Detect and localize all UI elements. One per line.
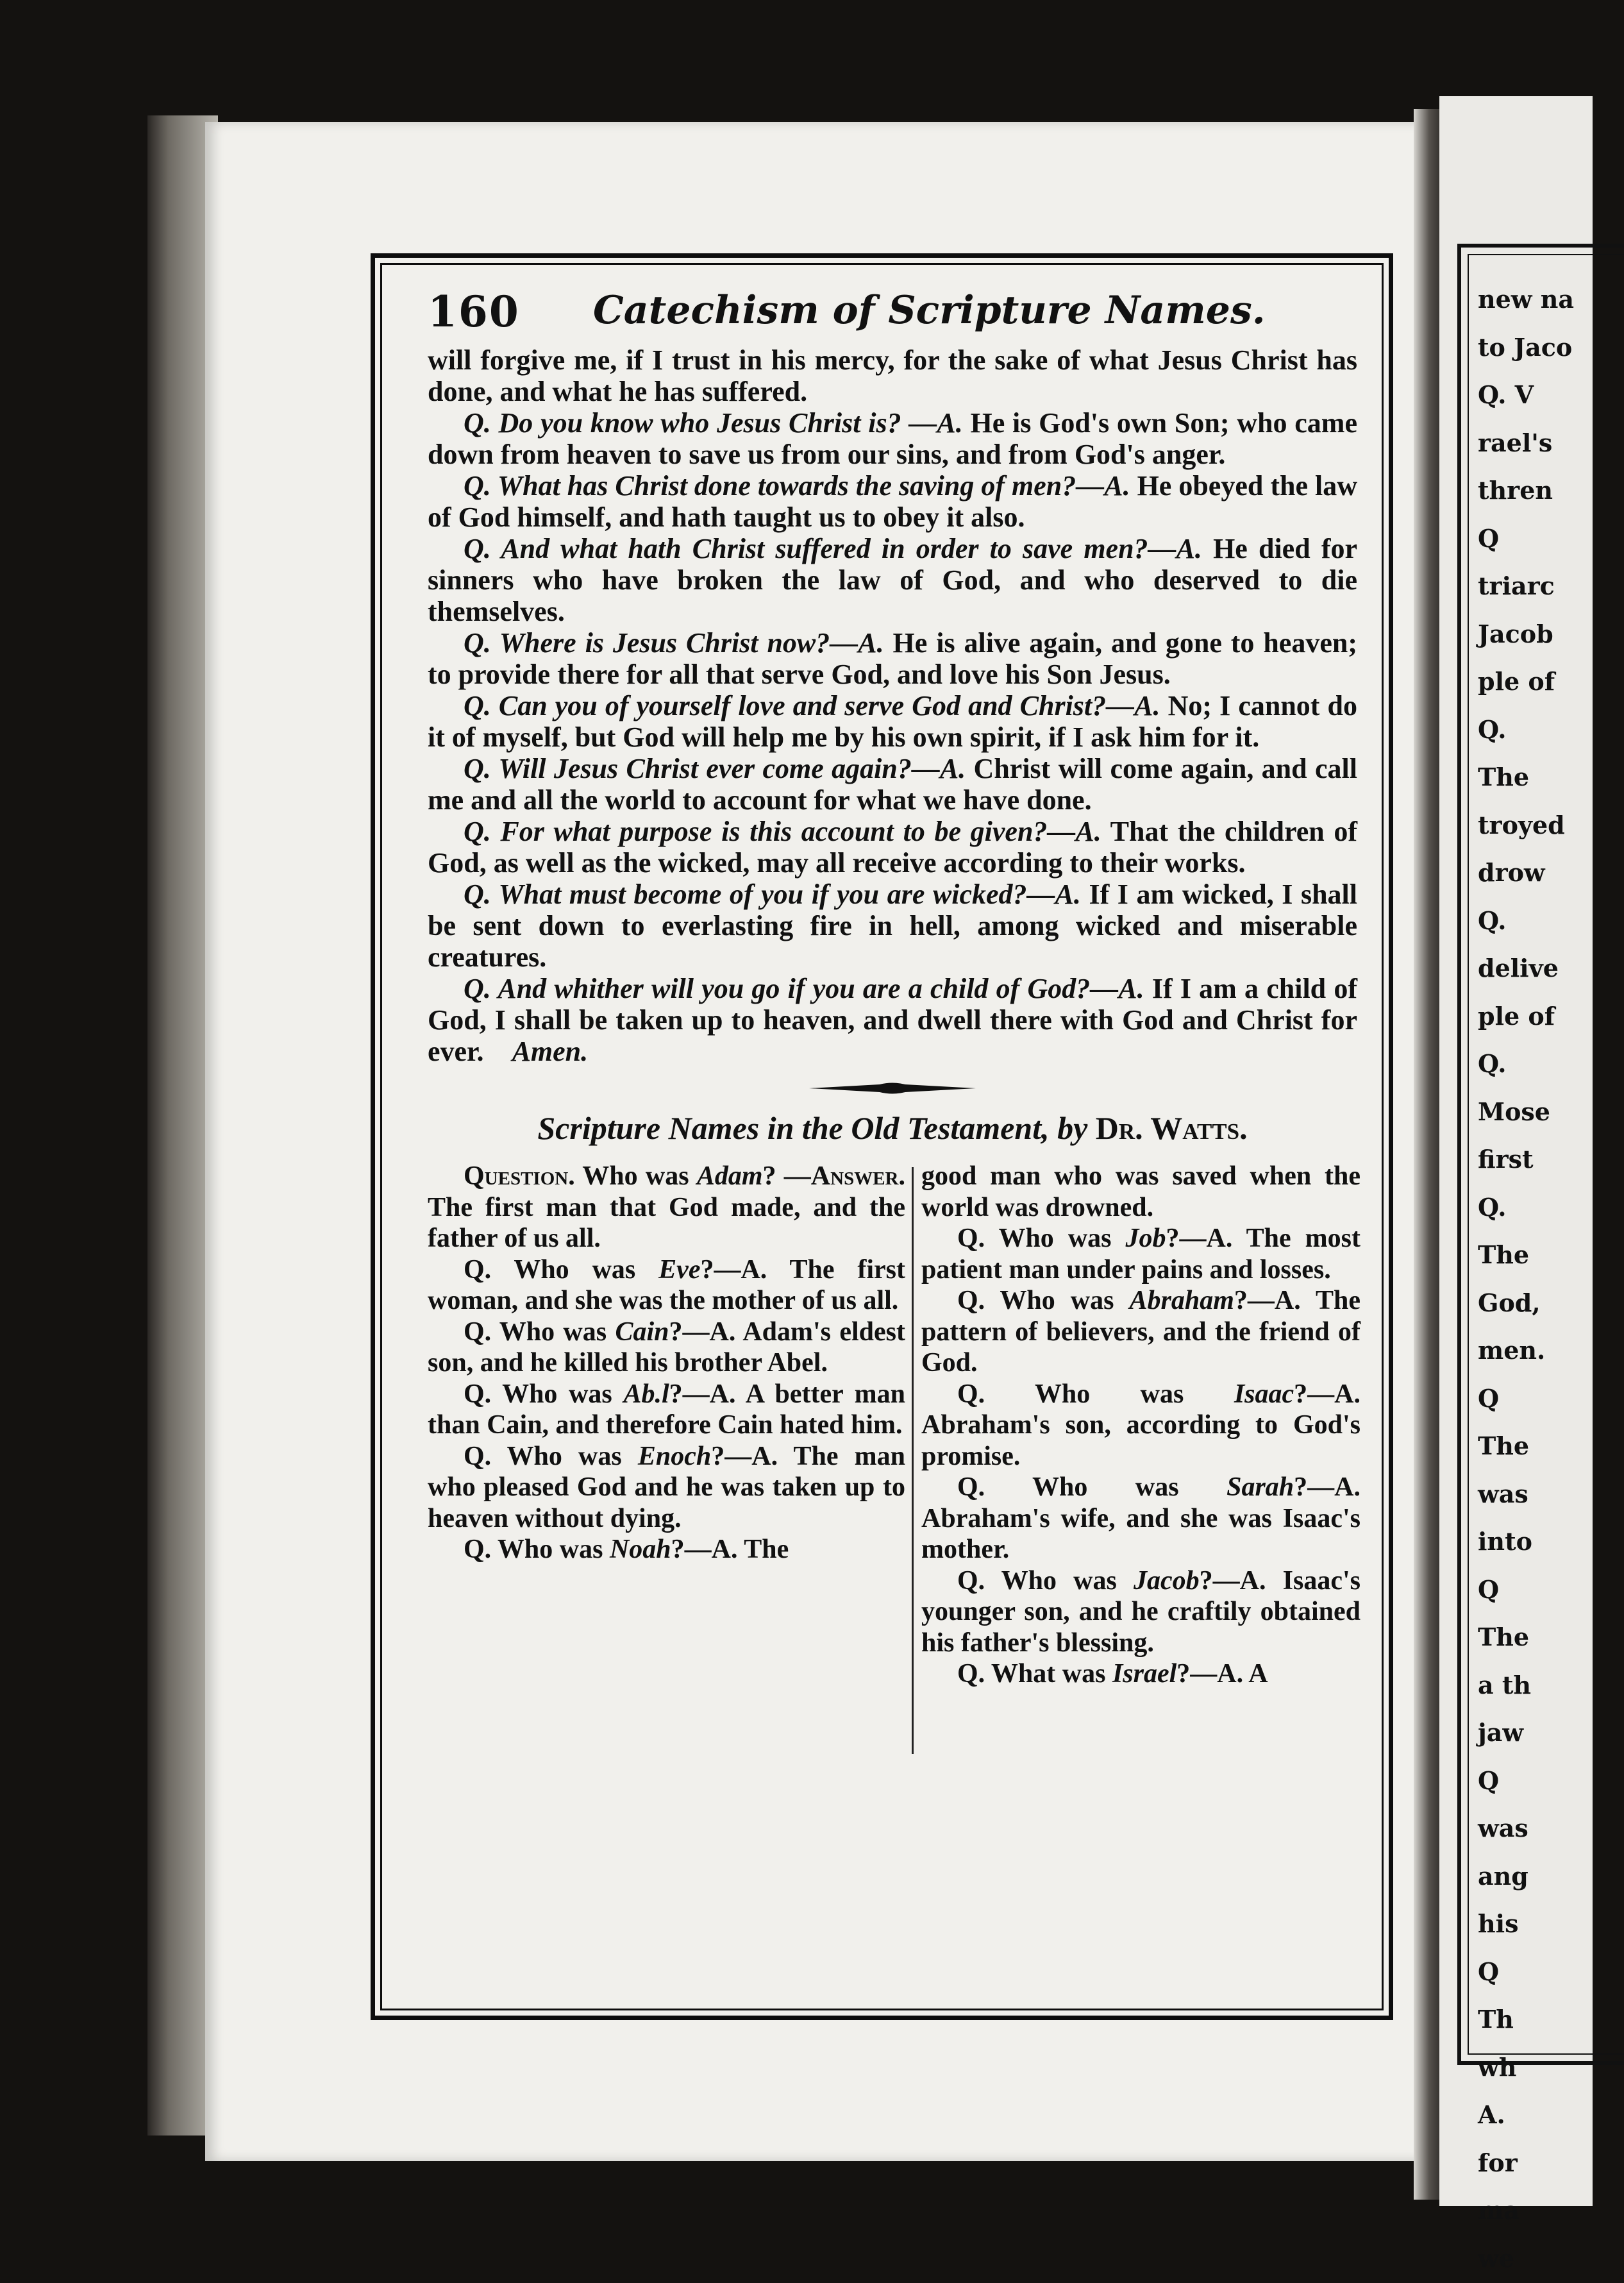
facing-page-line: was — [1478, 1814, 1528, 1842]
list-item: Q. Who was Enoch?—A. The man who pleased God and he was taken up to heaven without dying. — [428, 1441, 905, 1533]
facing-page-line: Q. — [1478, 906, 1507, 935]
facing-page-line: wh — [1478, 2052, 1517, 2082]
facing-page-line: Q. — [1478, 714, 1507, 744]
facing-page-line: drow — [1478, 858, 1545, 887]
facing-page-line: The — [1478, 1240, 1530, 1269]
facing-page-line: Q — [1478, 523, 1500, 553]
catechism-item: Q. Will Jesus Christ ever come again?—A. Christ will come again, and call me and all the world to account for what we have done. — [428, 753, 1357, 816]
list-item: Q. Who was Job?—A. The most patient man under pains and losses. — [921, 1224, 1360, 1285]
facing-page-line: troyed — [1478, 810, 1565, 839]
left-column — [428, 1161, 905, 1565]
catechism-item: Q. Where is Jesus Christ now?—A. He is alive again, and gone to heaven; to provide there for all that serve God, and love his Son Jesus. — [428, 627, 1357, 690]
facing-page-line: Jacob — [1478, 619, 1553, 648]
facing-page-line: was — [1478, 1479, 1528, 1508]
list-item: Q. Who was Cain?—A. Adam's eldest son, and he killed his brother Abel. — [428, 1317, 905, 1377]
facing-page-line: his — [1478, 1909, 1519, 1938]
facing-page-line: thren — [1478, 476, 1553, 505]
facing-page — [1439, 96, 1593, 2273]
catechism-item: Q. What has Christ done towards the saving of men?—A. He obeyed the law of God himself, and hath taught us to obey it also. — [428, 470, 1358, 533]
facing-page-line: ang — [1478, 1861, 1528, 1891]
list-item-continuation: good man who was saved when the world was drowned. — [921, 1161, 1360, 1222]
facing-page-line: ma — [1478, 2196, 1519, 2225]
facing-page-line: The — [1478, 1431, 1530, 1460]
page-content — [428, 287, 1360, 1751]
facing-page-line: we — [1478, 2243, 1514, 2273]
list-item: Q. Who was Isaac?—A. Abraham's son, according to God's promise. — [921, 1379, 1360, 1471]
two-column-text — [428, 1161, 1360, 1751]
column-rule — [912, 1167, 914, 1754]
catechism-continuation: will forgive me, if I trust in his mercy, for the sake of what Jesus Christ has done, and what he has suffered. — [428, 344, 1357, 407]
catechism-text — [428, 344, 1357, 1067]
facing-page-text — [1478, 276, 1606, 2282]
facing-page-line: ple of — [1478, 667, 1555, 696]
running-title: Catechism of Scripture Names. — [593, 288, 1266, 333]
facing-page-line: Q — [1478, 1957, 1500, 1986]
section-heading: Scripture Names in the Old Testament, by Dr. Watts. — [537, 1110, 1248, 1146]
section-author: Dr. Watts. — [1095, 1110, 1248, 1146]
list-item: Question. Who was Adam? —Answer. The first man that God made, and the father of us all. — [428, 1161, 905, 1253]
list-item: Q. Who was Sarah?—A. Abraham's wife, and she was Isaac's mother. — [921, 1472, 1360, 1564]
facing-page-line: new na — [1478, 285, 1574, 314]
ornamental-divider — [809, 1079, 976, 1098]
facing-page-line: The — [1478, 762, 1530, 791]
catechism-item: Q. What must become of you if you are wicked?—A. If I am wicked, I shall be sent down to everlasting fire in hell, among wicked and miserable creatures. — [428, 879, 1357, 973]
facing-page-line: men. — [1478, 1336, 1546, 1365]
facing-page-line: first — [1478, 1145, 1534, 1174]
right-column — [921, 1161, 1360, 1690]
catechism-item: Q. And what hath Christ suffered in order to save men?—A. He died for sinners who have broken the law of God, and who deserved to die themselves. — [428, 533, 1357, 627]
list-item: Q. Who was Noah?—A. The — [464, 1535, 789, 1564]
page-header — [428, 287, 1357, 344]
catechism-item: Q. Can you of yourself love and serve God and Christ?—A. No; I cannot do it of myself, but God will help me by his own spirit, if I ask him for it. — [428, 690, 1358, 753]
list-item: Q. Who was Abraham?—A. The pattern of believers, and the friend of God. — [921, 1286, 1360, 1377]
facing-page-line: God, — [1478, 1288, 1541, 1317]
list-item: Q. Who was Jacob?—A. Isaac's younger son, and he craftily obtained his father's blessing. — [921, 1565, 1360, 1658]
catechism-item: Q. For what purpose is this account to be given?—A. That the children of God, as well as the wicked, may all receive according to their works. — [428, 816, 1357, 879]
list-item: Q. Who was Ab.l?—A. A better man than Cain, and therefore Cain hated him. — [428, 1379, 905, 1440]
facing-page-line: Q — [1478, 1574, 1500, 1604]
facing-page-line: Q — [1478, 1383, 1500, 1413]
facing-page-line: Mose — [1478, 1097, 1550, 1126]
facing-page-line: for — [1478, 2148, 1518, 2177]
facing-page-line: The — [1478, 1622, 1530, 1651]
facing-page-line: into — [1478, 1527, 1532, 1556]
closing-amen: Amen. — [512, 1036, 589, 1067]
list-item: Q. Who was Eve?—A. The first woman, and she was the mother of us all. — [428, 1254, 905, 1315]
facing-page-line: A. — [1478, 2100, 1505, 2129]
list-item: Q. What was Israel?—A. A — [957, 1659, 1268, 1689]
catechism-item: Q. Do you know who Jesus Christ is? —A. He is God's own Son; who came down from heaven to save us from our sins, and from God's anger. — [428, 407, 1357, 470]
facing-page-line: rael's — [1478, 428, 1553, 457]
catechism-item: Q. And whither will you go if you are a child of God?—A. If I am a child of God, I shall be taken up to heaven, and dwell there with God and Christ for ever. Amen. — [428, 973, 1357, 1067]
page-border — [371, 253, 1393, 2020]
page-number: 160 — [428, 287, 520, 337]
facing-page-line: Q. V — [1478, 380, 1534, 409]
facing-page-line: triarc — [1478, 571, 1555, 600]
facing-page-line: jaw — [1478, 1718, 1524, 1747]
facing-page-line: Q. — [1478, 1192, 1507, 1222]
facing-page-line: delive — [1478, 954, 1559, 982]
facing-page-line: a th — [1478, 1670, 1532, 1699]
facing-page-line: Q — [1478, 1765, 1500, 1795]
facing-page-line: to Jaco — [1478, 332, 1573, 362]
facing-page-line: Th — [1478, 2005, 1514, 2034]
facing-page-line: ple of — [1478, 1001, 1555, 1031]
facing-page-line: Q. — [1478, 1049, 1507, 1078]
